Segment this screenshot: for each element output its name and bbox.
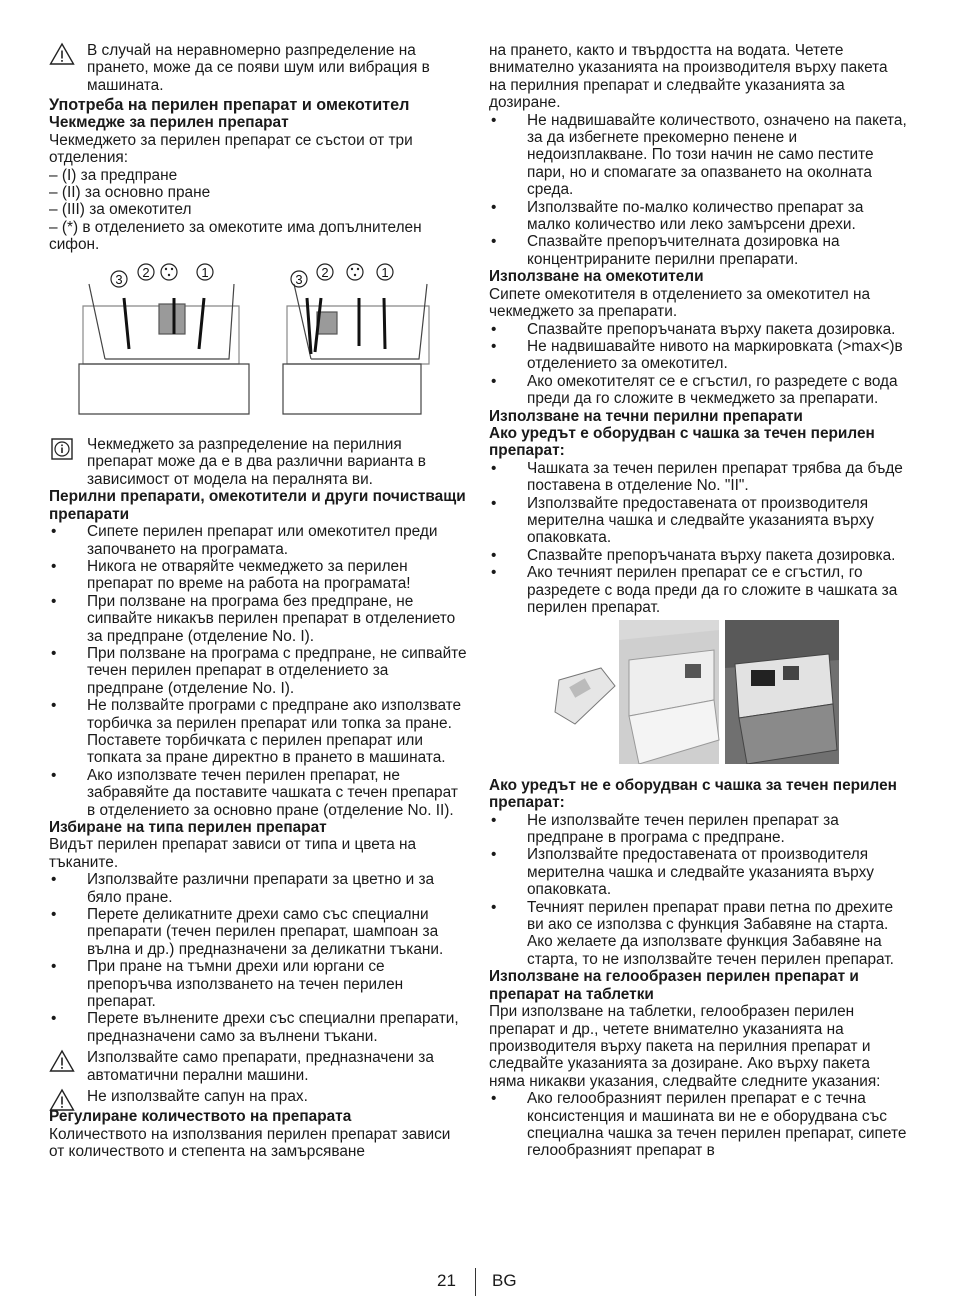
siphon-asterisk-icon (165, 267, 359, 275)
choose-detergent-intro: Видът перилен препарат зависи от типа и цвета на тъканите. (49, 836, 417, 871)
list-item: • Не надвишавайте количеството, означено на пакета, за да избегнете прекомерно пенене и недоизплакване. По този начин не само пестите пари, но и спомагате за опазването на околната среда. (489, 112, 907, 199)
callout-label: 2 (321, 264, 329, 280)
gel-tablet-list (489, 1090, 907, 1160)
info-icon (51, 438, 73, 460)
list-item: • Използвайте предоставената от производителя мерителна чашка и следвайте указанията върху опаковката. (489, 495, 907, 547)
compartment-item: – (*) в отделението за омекотите има допълнителен сифон. (49, 218, 422, 254)
detergents-heading: Перилни препарати, омекотители и други почистващи препарати (49, 488, 466, 523)
callout-label: 1 (381, 264, 389, 280)
list-item: • При ползване на програма без предпране, не сипвайте никакъв перилен препарат в отделението за предпране (отделение No. I). (49, 593, 467, 645)
list-item: • Не надвишавайте нивото на маркировката (>max<)в отделението за омекотител. (489, 338, 907, 373)
warning-note-automatic-detergents (49, 1049, 467, 1084)
page-footer (0, 1272, 954, 1296)
gel-tablet-text: При използване на таблетки, гелообразен перилен препарат и др., четете внимателно указанията на производителя върху пакета на перилния препарат и следвайте указанията за дозиране. Ако върху пакета няма никакви указания, следвайте следните указания: (489, 1003, 881, 1090)
warning-text: Използвайте само препарати, предназначени за автоматични перални машини. (87, 1049, 434, 1084)
drawer-photo-light (619, 620, 719, 764)
drawer-intro: Чекмеджето за перилен препарат се състои от три отделения: (49, 131, 413, 167)
liquid-with-cup-list (489, 460, 907, 617)
list-item: • Не използвайте течен перилен препарат за предпране в програма с предпране. (489, 812, 907, 847)
warning-icon (49, 1088, 75, 1112)
drawer-variant-a (79, 284, 249, 414)
page-number: 21 (437, 1271, 456, 1290)
warning-note-soap-powder (49, 1088, 467, 1108)
right-column (489, 42, 907, 1160)
amount-list (489, 112, 907, 269)
callout-label: 3 (115, 271, 123, 287)
softener-text: Сипете омекотителя в отделението за омекотител на чекмеджето за препарати. (489, 285, 871, 321)
callout-label: 3 (295, 271, 303, 287)
section-title: Употреба на перилен препарат и омекотител (49, 96, 410, 115)
warning-icon (49, 42, 75, 66)
choose-detergent-heading: Избиране на типа перилен препарат (49, 819, 327, 837)
list-item: • Чашката за течен перилен препарат трябва да бъде поставена в отделение No. "II". (489, 460, 907, 495)
continued-text: на прането, както и твърдостта на водата. Четете внимателно указанията на производителя върху пакета на перилния препарат и следвайте указанията за дозиране. (489, 42, 888, 112)
amount-heading: Регулиране количеството на препарата (49, 1108, 352, 1126)
list-item: • Перете вълнените дрехи със специални препарати, предназначени само за вълнени тъкани. (49, 1010, 467, 1045)
compartment-item: – (III) за омекотител (49, 201, 192, 219)
detergents-list (49, 523, 467, 819)
detergent-drawer-diagram (49, 254, 467, 432)
list-item: • Използвайте предоставената от производителя мерителна чашка и следвайте указанията върху опаковката. (489, 846, 907, 898)
compartment-item: – (II) за основно пране (49, 184, 211, 202)
gel-tablet-heading: Използване на гелообразен перилен препарат и препарат на таблетки (489, 968, 859, 1003)
callout-circles (111, 264, 393, 287)
list-item: • Никога не отваряйте чекмеджето за перилен препарат по време на работа на програмата! (49, 558, 467, 593)
list-item: • Ако гелообразният перилен препарат е с течна консистенция и машината ви не е оборудвана със специална чашка за течен перилен препарат, сипете гелообразният препарат в (489, 1090, 907, 1160)
warning-text: В случай на неравномерно разпределение на прането, може да се появи шум или вибрация в машината. (87, 42, 430, 94)
list-item: • Ако използвате течен перилен препарат, не забравяйте да поставите чашката с течен препарат в отделението за основно пране (отделение No. II). (49, 767, 467, 819)
amount-text: Количеството на използвания перилен препарат зависи от количеството и степента на замърсяване (49, 1125, 451, 1160)
language-code: BG (492, 1271, 517, 1290)
list-item: • Използвайте различни препарати за цветно и за бяло пране. (49, 871, 467, 906)
warning-icon (49, 1049, 75, 1073)
warning-text: Не използвайте сапун на прах. (87, 1088, 308, 1106)
softener-list (489, 321, 907, 408)
list-item: • Използвайте по-малко количество препарат за малко количество или леко замърсени дрехи. (489, 199, 907, 234)
callout-label: 1 (201, 264, 209, 280)
list-item: • Течният перилен препарат прави петна по дрехите ви ако се използва с функция Забавяне на старта. Ако желаете да използвате функция Забавяне на старта, то не използвайте течен перилен препарат. (489, 899, 907, 969)
compartment-item: – (I) за предпране (49, 166, 178, 184)
list-item: • Сипете перилен препарат или омекотител преди започването на програмата. (49, 523, 467, 558)
liquid-cup-photo (489, 620, 907, 764)
choose-detergent-list (49, 871, 467, 1045)
footer-divider (475, 1268, 476, 1296)
list-item: • Перете деликатните дрехи само със специални препарати (течен перилен препарат, шампоан за вълна и др.) предназначени за деликатни тъкани. (49, 906, 467, 958)
softener-heading: Използване на омекотители (489, 268, 704, 286)
list-item: • Спазвайте препоръчаната върху пакета дозировка. (489, 547, 907, 564)
liquid-cup-closeup (555, 668, 615, 724)
list-item: • При ползване на програма с предпране, не сипвайте течен перилен препарат в отделението за предпране (отделение No. I). (49, 645, 467, 697)
liquid-without-cup-subheading: Ако уредът не е оборудван с чашка за течен перилен препарат: (489, 776, 897, 812)
info-note-text: Чекмеджето за разпределение на перилния препарат може да е в два различни варианта в зависимост от модела на пералнята ви. (87, 436, 426, 488)
drawer-variant-b (283, 284, 429, 414)
info-note-drawer-variants (49, 436, 467, 488)
callout-label: 2 (142, 264, 150, 280)
liquid-detergent-heading: Използване на течни перилни препарати (489, 407, 803, 425)
list-item: • Спазвайте препоръчаната върху пакета дозировка. (489, 321, 907, 338)
left-column (49, 42, 467, 1160)
list-item: • Спазвайте препоръчителната дозировка на концентрираните перилни препарати. (489, 233, 907, 268)
list-item: • Не ползвайте програми с предпране ако използвате торбичка за перилен препарат или топка за пране. Поставете торбичката с перилен препарат или топката за пране директно в прането в машината. (49, 697, 467, 767)
drawer-photo-dark (725, 620, 839, 764)
liquid-without-cup-list (489, 812, 907, 969)
list-item: • Ако течният перилен препарат се е сгъстил, го разредете с вода преди да го сложите в чашката за перилен препарат. (489, 564, 907, 616)
list-item: • При пране на тъмни дрехи или юргани се препоръчва използването на течен перилен препарат. (49, 958, 467, 1010)
drawer-heading: Чекмедже за перилен препарат (49, 114, 289, 132)
list-item: • Ако омекотителят се е сгъстил, го разредете с вода преди да го сложите в чекмеджето за препарати. (489, 373, 907, 408)
warning-note-uneven-load (49, 42, 467, 94)
liquid-with-cup-subheading: Ако уредът е оборудван с чашка за течен перилен препарат: (489, 424, 875, 460)
